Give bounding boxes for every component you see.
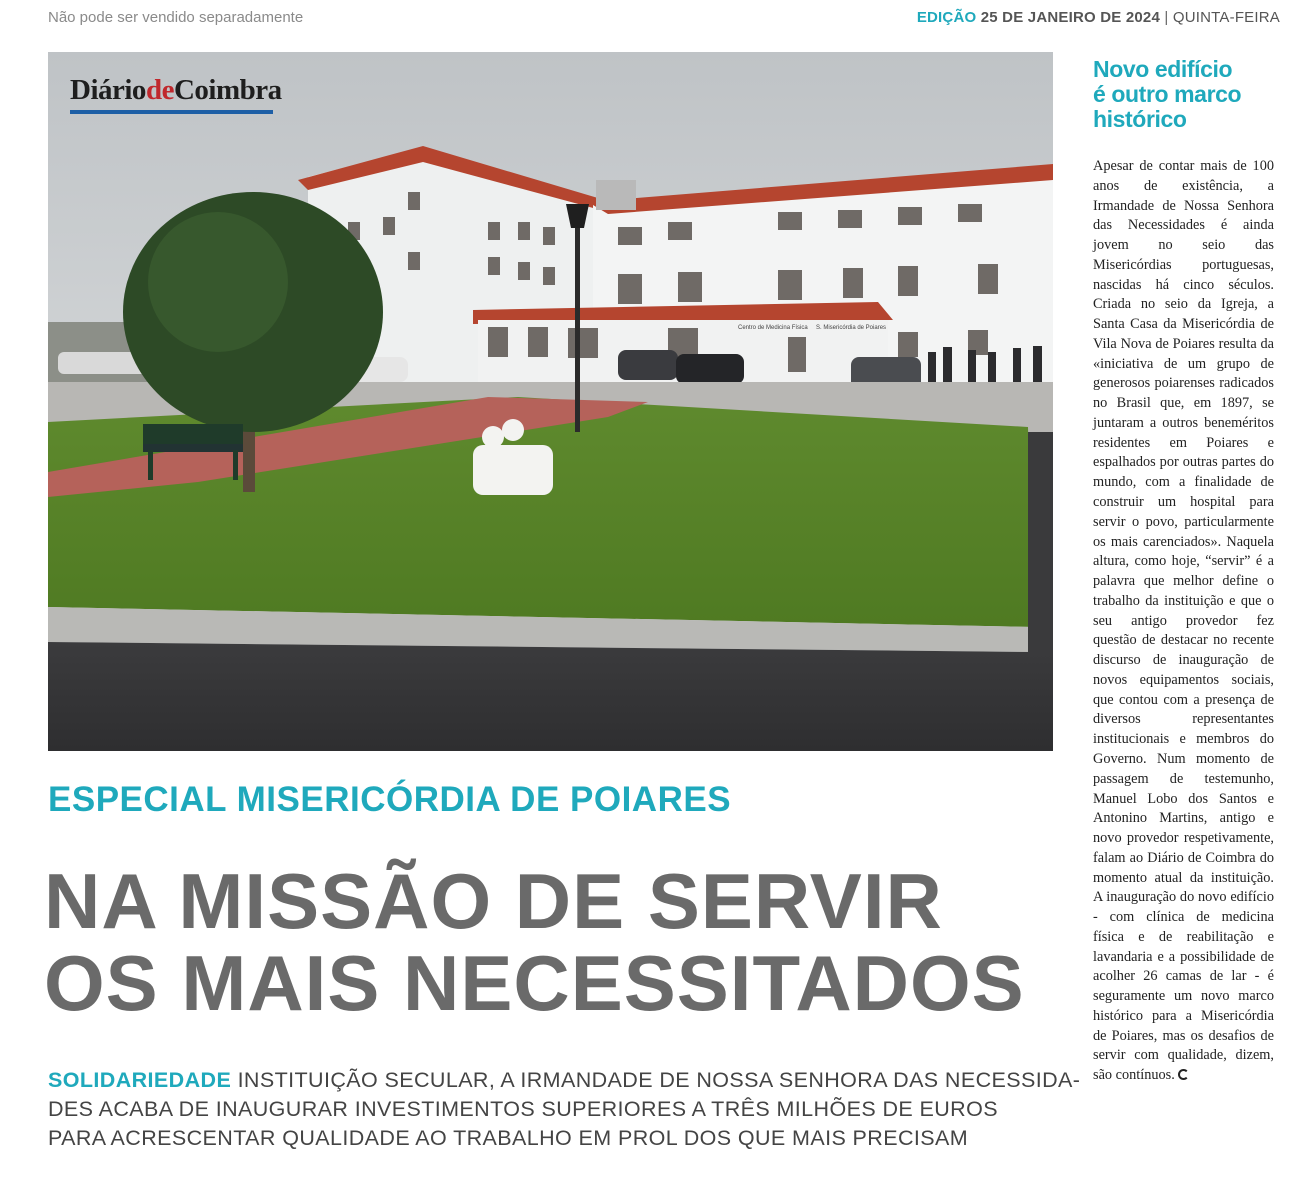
building-sign-left: Centro de Medicina Física xyxy=(738,325,808,331)
logo-text-coimbra: Coimbra xyxy=(173,74,282,106)
lead-line: PARA ACRESCENTAR QUALIDADE AO TRABALHO EM PROL DOS QUE MAIS PRECISAM xyxy=(48,1126,969,1150)
sidebar-title xyxy=(1093,57,1293,132)
building-sign-right: S. Misericórdia de Poiares xyxy=(816,325,887,331)
building-garden-illustration xyxy=(48,52,1053,751)
section-kicker: ESPECIAL MISERICÓRDIA DE POIARES xyxy=(48,780,732,819)
headline-line: OS MAIS NECESSITADOS xyxy=(44,939,1025,1027)
edition-label: EDIÇÃO xyxy=(916,9,977,26)
lead-paragraph xyxy=(48,1066,1081,1153)
logo-underline xyxy=(70,110,273,114)
logo-text-de: de xyxy=(145,74,174,106)
headline xyxy=(44,857,1054,1027)
sidebar-body-text: Apesar de contar mais de 100 anos de existência, a Irmandade de Nossa Senhora das Necessidades é ainda jovem no seio das Misericórdias portuguesas, nascidas há cinco séculos. Criada no seio da Igreja, a Santa Casa da Misericórdia de Vila Nova de Poiares resulta da «iniciativa de um grupo de generosos poiarenses radicados no Brasil que, em 1897, se juntaram a outros beneméritos residentes em Poiares e espalhados por outras partes do mundo, com a finalidade de construir um hospital para servir o povo, particularmente os mais carenciados». Naquela altura, como hoje, “servir” é a palavra que melhor define o trabalho da instituição e que o seu antigo provedor fez questão de destacar no recente discurso de inauguração de novos equipamentos sociais, que contou com a presença de diversos representantes institucionais e membros do Governo. Num momento de passagem de testemunho, Manuel Lobo dos Santos e Antonino Martins, antigo e novo provedor respetivamente, falam ao Diário de Coimbra do momento atual da instituição. A inauguração do novo edifício - com clínica de medicina física e de reabilitação e lavandaria e a possibilidade de acolher 26 camas de lar - é seguramente um novo marco histórico para a Misericórdia de Poiares, mas os desafios de servir com qualidade, dizem, são contínuos. xyxy=(1093,158,1274,1084)
headline-line: NA MISSÃO DE SERVIR xyxy=(44,857,943,945)
logo-text-diario: Diário xyxy=(70,74,146,106)
lead-line xyxy=(48,1066,1081,1095)
distribution-note: Não pode ser vendido separadamente xyxy=(48,9,304,26)
lead-label: SOLIDARIEDADE xyxy=(48,1068,232,1092)
lead-line-text: INSTITUIÇÃO SECULAR, A IRMANDADE DE NOSSA SENHORA DAS NECESSIDA- xyxy=(237,1068,1081,1092)
sidebar-body xyxy=(1093,157,1274,1086)
end-mark-icon xyxy=(1178,1069,1189,1080)
lead-photo xyxy=(48,52,1053,751)
sidebar-title-line: Novo edifício xyxy=(1093,56,1233,82)
edition-separator: | xyxy=(1164,9,1169,26)
edition-date xyxy=(917,9,1280,26)
sidebar-title-line: histórico xyxy=(1093,106,1187,132)
lead-line: DES ACABA DE INAUGURAR INVESTIMENTOS SUPERIORES A TRÊS MILHÕES DE EUROS xyxy=(48,1097,998,1121)
sidebar-title-line: é outro marco xyxy=(1093,81,1242,107)
edition-date-text: 25 DE JANEIRO DE 2024 xyxy=(980,9,1161,26)
edition-weekday: QUINTA-FEIRA xyxy=(1172,9,1280,26)
newspaper-logo xyxy=(70,74,282,107)
